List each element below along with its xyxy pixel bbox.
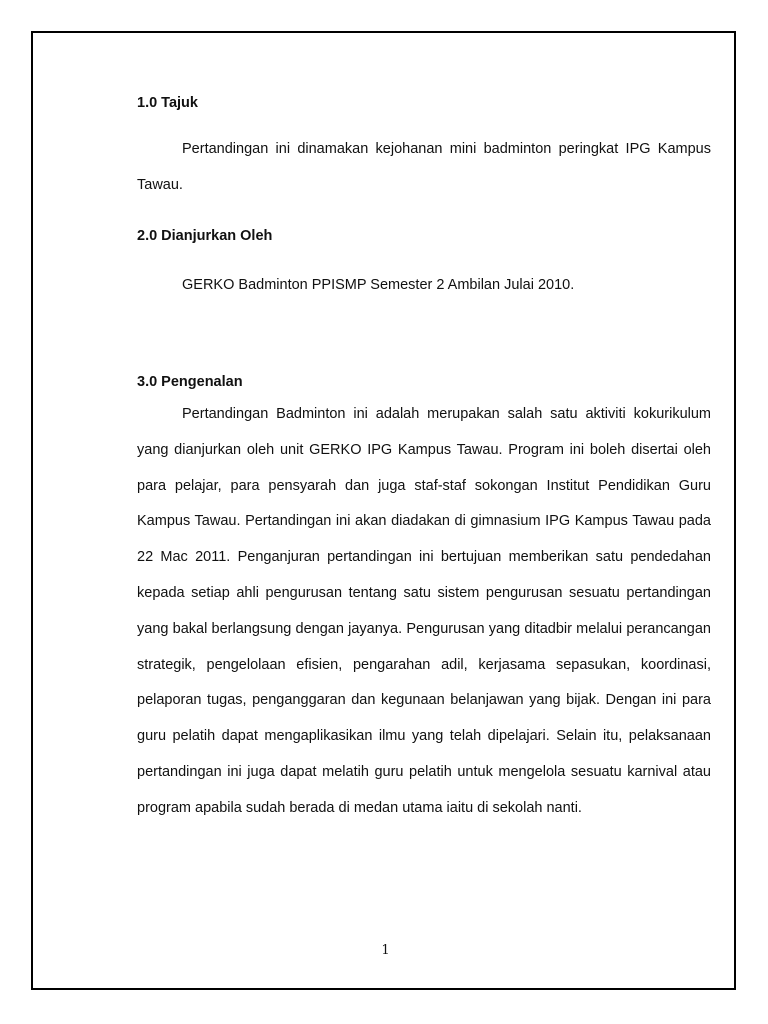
section-1-heading: 1.0 Tajuk <box>137 95 198 111</box>
page-number: 1 <box>381 943 390 958</box>
section-1-paragraph: Pertandingan ini dinamakan kejohanan mini badminton peringkat IPG Kampus Tawau. <box>137 141 711 193</box>
section-2-heading: 2.0 Dianjurkan Oleh <box>137 228 273 244</box>
section-2-body <box>137 275 711 295</box>
section-1-body <box>137 132 711 204</box>
section-3-paragraph: Pertandingan Badminton ini adalah merupakan salah satu aktiviti kokurikulum yang dianjurkan oleh unit GERKO IPG Kampus Tawau. Program ini boleh disertai oleh para pelajar, para pensyarah dan juga staf-staf sokongan Institut Pendidikan Guru Kampus Tawau. Pertandingan ini akan diadakan di gimnasium IPG Kampus Tawau pada 22 Mac 2011. Penganjuran pertandingan ini bertujuan memberikan satu pendedahan kepada setiap ahli pengurusan tentang satu sistem pengurusan sesuatu pertandingan yang bakal berlangsung dengan jayanya. Pengurusan yang ditadbir melalui perancangan strategik, pengelolaan efisien, pengarahan adil, kerjasama sepasukan, koordinasi, pelaporan tugas, penganggaran dan kegunaan belanjawan yang bijak. Dengan ini para guru pelatih dapat mengaplikasikan ilmu yang telah dipelajari. Selain itu, pelaksanaan pertandingan ini juga dapat melatih guru pelatih untuk mengelola sesuatu karnival atau program apabila sudah berada di medan utama iaitu di sekolah nanti. <box>137 406 711 816</box>
section-3-heading: 3.0 Pengenalan <box>137 374 243 390</box>
document-page <box>31 31 736 990</box>
section-2-paragraph: GERKO Badminton PPISMP Semester 2 Ambilan Julai 2010. <box>182 277 575 293</box>
section-3-body <box>137 397 711 827</box>
